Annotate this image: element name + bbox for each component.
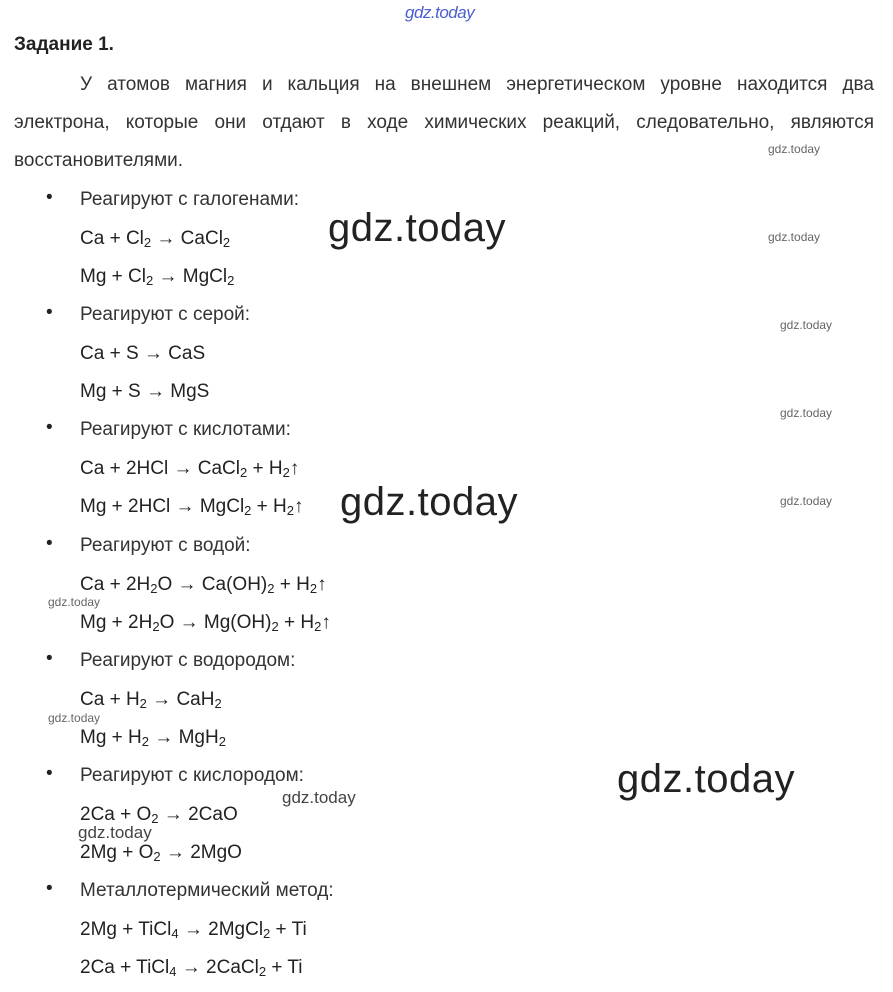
watermark-text: gdz.today	[78, 823, 152, 842]
equation: $Mg + H_2 \to MgH_2$	[80, 727, 226, 749]
bullet-marker: •	[46, 533, 53, 554]
watermark-text: gdz.today	[328, 206, 506, 250]
watermark-text: gdz.today	[48, 595, 101, 609]
watermark-text: gdz.today	[617, 757, 795, 801]
equation: Ca + 2HCl → CaCl$_2$ + $H_2↑$	[80, 457, 300, 480]
task-title: Задание 1.	[14, 34, 114, 55]
equation: 2Ca + TiCl$_4$ → 2CaCl$_2$ + Ti	[80, 957, 303, 979]
section-heading: Реагируют с серой:	[80, 304, 251, 325]
bullet-marker: •	[46, 763, 53, 784]
watermark-text: gdz.today	[48, 711, 101, 725]
watermark-text: gdz.today	[780, 318, 833, 332]
equation: 2Mg + TiCl$_4$ → 2MgCl$_2$ + Ti	[80, 918, 307, 941]
bullet-marker: •	[46, 648, 53, 669]
intro-paragraph: У атомов магния и кальция на внешнем энергетическом уровне находится два электрона, которые они отдают в ходе химических реакций, следовательно, являются восстановителями.	[14, 74, 874, 171]
equation: Mg + 2HCl → MgCl$_2$ + $H_2↑$	[80, 496, 304, 518]
bullet-marker: •	[46, 302, 53, 323]
section-heading: Реагируют с кислородом:	[80, 765, 304, 786]
equation: $Mg + Cl_2$ → MgCl$_2$	[80, 266, 235, 288]
section-heading: Металлотермический метод:	[80, 880, 334, 901]
bullet-marker: •	[46, 878, 53, 899]
watermark-text: gdz.today	[768, 230, 821, 244]
watermark-text: gdz.today	[780, 494, 833, 508]
equation: Mg + S → MgS	[80, 381, 210, 402]
equation: $2Ca + O_2 \to 2CaO$	[80, 803, 238, 826]
bullet-marker: •	[46, 417, 53, 438]
section-heading: Реагируют с водородом:	[80, 650, 296, 671]
section-heading: Реагируют с галогенами:	[80, 189, 300, 210]
section-heading: Реагируют с водой:	[80, 535, 251, 556]
equation: $Ca + Cl_2$ → CaCl$_2$	[80, 227, 231, 250]
watermark-text: gdz.today	[340, 480, 518, 524]
equation: $Ca + H_2 \to CaH_2$	[80, 688, 222, 711]
equation: $Mg + 2H_2O \to Mg(OH)_2$ + $H_2↑$	[80, 612, 331, 634]
section-heading: Реагируют с кислотами:	[80, 419, 291, 440]
bullet-marker: •	[46, 187, 53, 208]
watermark-text: gdz.today	[282, 788, 356, 807]
watermark-text: gdz.today	[768, 142, 821, 156]
equation: $Ca + 2H_2O \to Ca(OH)_2$ + $H_2↑$	[80, 573, 327, 596]
header-watermark: gdz.today	[405, 3, 475, 22]
equation: Ca + S → CaS	[80, 342, 206, 364]
equation: $2Mg + O_2 \to 2MgO$	[80, 842, 242, 864]
watermark-text: gdz.today	[780, 406, 833, 420]
